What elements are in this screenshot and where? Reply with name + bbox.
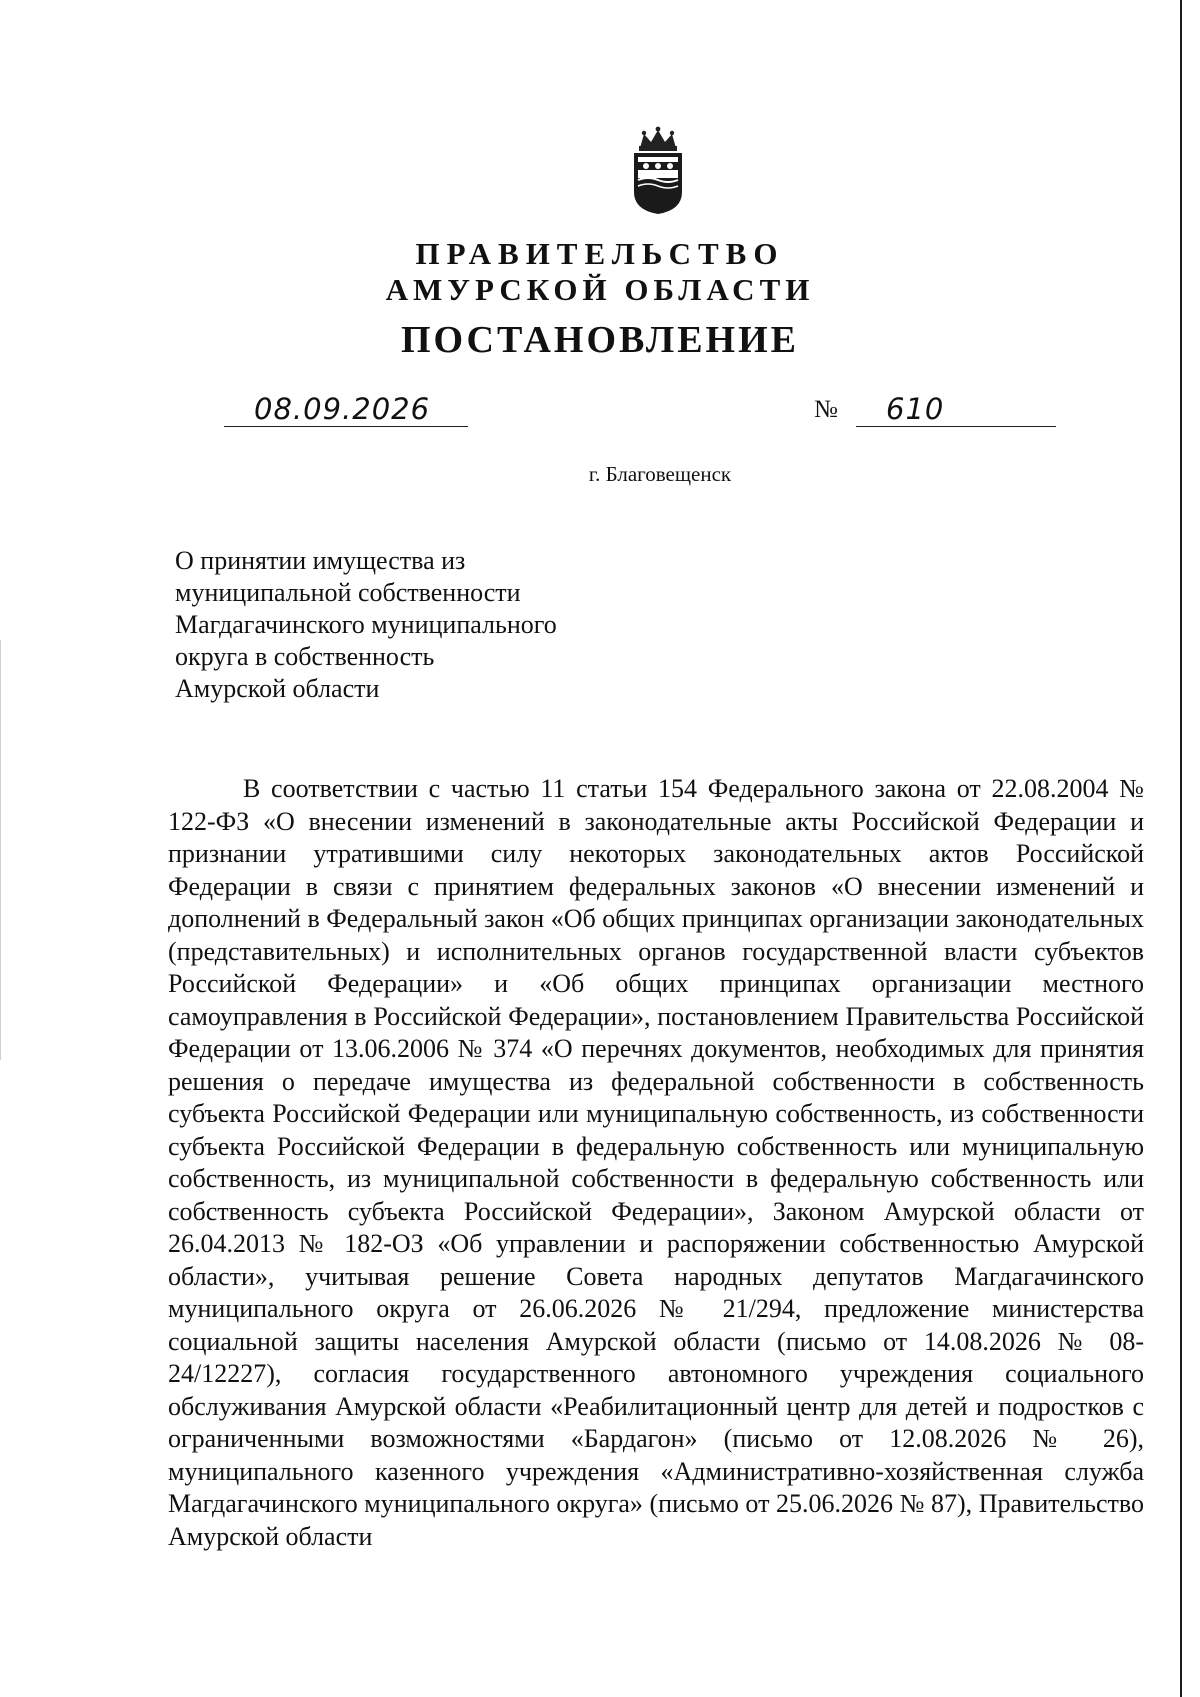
subject-line: О принятии имущества из [175,546,466,575]
document-type-title: ПОСТАНОВЛЕНИЕ [400,319,800,361]
organization-line-1: ПРАВИТЕЛЬСТВО [415,236,785,271]
subject-line: округа в собственность [175,642,435,671]
organization-line-2: АМУРСКОЙ ОБЛАСТИ [385,272,815,307]
document-subject [175,545,695,705]
body-paragraph: В соответствии с частью 11 статьи 154 Федерального закона от 22.08.2004 № 122-ФЗ «О внесении изменений в законодательные акты Российской Федерации и признании утратившими силу некоторых законодательных актов Российской Федерации в связи с принятием федеральных законов «О внесении изменений и дополнений в Федеральный закон «Об общих принципах организации законодательных (представительных) и исполнительных органов государственной власти субъектов Российской Федерации» и «Об общих принципах организации местного самоуправления в Российской Федерации», постановлением Правительства Российской Федерации от 13.06.2006 № 374 «О перечнях документов, необходимых для принятия решения о передаче имущества из федеральной собственности в собственность субъекта Российской Федерации или муниципальную собственность, из собственности субъекта Российской Федерации в федеральную собственность или муниципальную собственность, из муниципальной собственности в федеральную собственность или собственность субъекта Российской Федерации», Законом Амурской области от 26.04.2013 № 182-ОЗ «Об управлении и распоряжении собственностью Амурской области», учитывая решение Совета народных депутатов Магдагачинского муниципального округа от 26.06.2026 № 21/294, предложение министерства социальной защиты населения Амурской области (письмо от 14.08.2026 № 08-24/12227), согласия государственного автономного учреждения социального обслуживания Амурской области «Реабилитационный центр для детей и подростков с ограниченными возможностями «Бардагон» (письмо от 12.08.2026 № 26), муниципального казенного учреждения «Административно-хозяйственная служба Магдагачинского муниципального округа» (письмо от 25.06.2026 № 87), Правительство Амурской области [168,774,1144,1551]
subject-line: Магдагачинского муниципального [175,610,557,639]
subject-line: Амурской области [175,674,380,703]
number-field [856,392,1056,427]
city-label: г. Благовещенск [588,462,732,486]
handwritten-date: 08.09.2026 [254,392,431,426]
handwritten-number: 610 [886,392,945,426]
date-field [224,392,468,427]
scan-edge-mark [0,640,1,1060]
subject-line: муниципальной собственности [175,578,521,607]
coat-of-arms-icon [626,126,690,216]
number-sign: № [814,396,838,423]
